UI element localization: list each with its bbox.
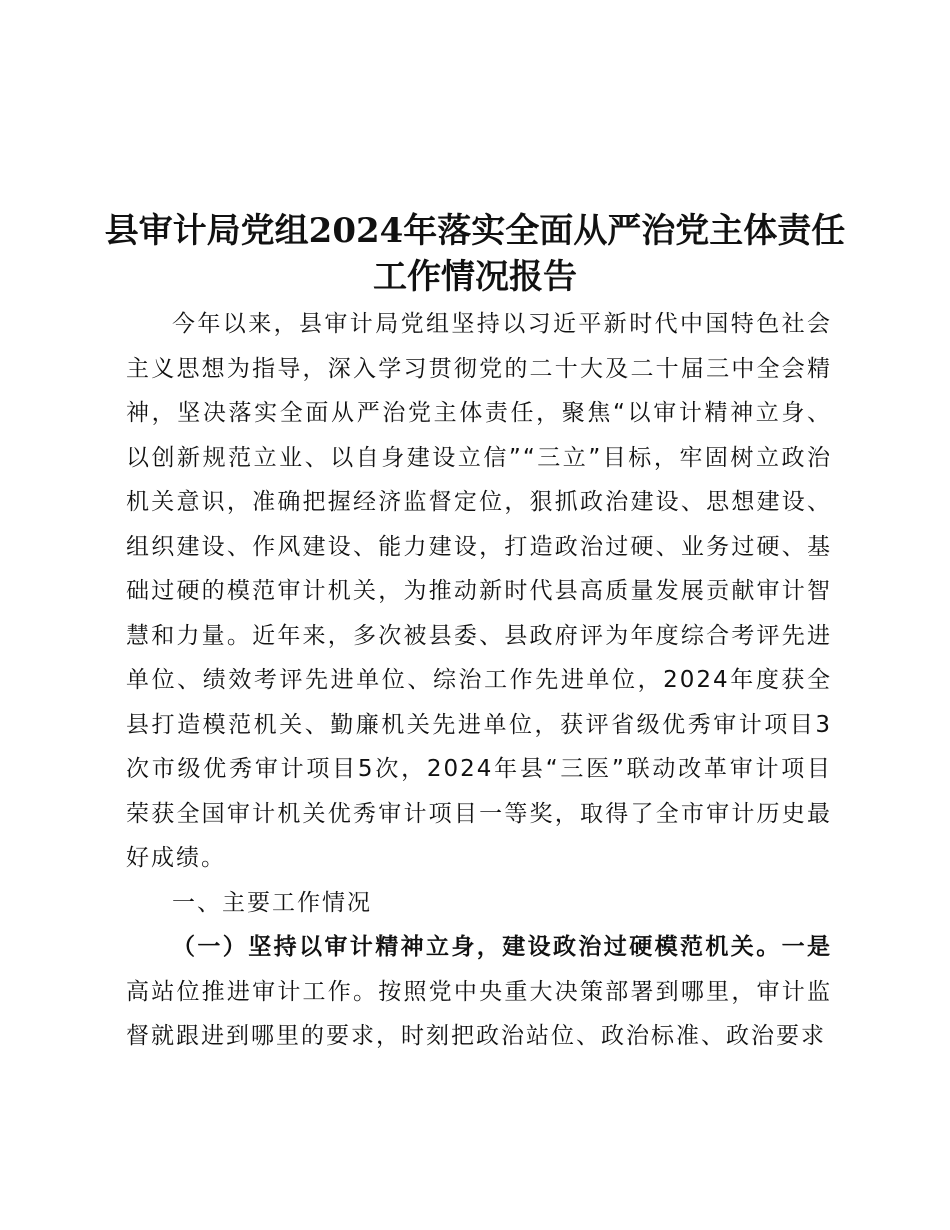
intro-paragraph: 今年以来，县审计局党组坚持以习近平新时代中国特色社会主义思想为指导，深入学习贯彻党的二十大及二十届三中全会精神，坚决落实全面从严治党主体责任，聚焦“以审计精神立身、以创新规范立业、以自身建设立信”“三立”目标，牢固树立政治机关意识，准确把握经济监督定位，狠抓政治建设、思想建设、组织建设、作风建设、能力建设，打造政治过硬、业务过硬、基础过硬的模范审计机关，为推动新时代县高质量发展贡献审计智慧和力量。近年来，多次被县委、县政府评为年度综合考评先进单位、绩效考评先进单位、综治工作先进单位，2024年度获全县打造模范机关、勤廉机关先进单位，获评省级优秀审计项目3次市级优秀审计项目5次，2024年县“三医”联动改革审计项目荣获全国审计机关优秀审计项目一等奖，取得了全市审计历史最好成绩。 <box>126 311 832 871</box>
subsection-lead: （一）坚持以审计精神立身，建设政治过硬模范机关。一是 <box>172 933 832 960</box>
section-heading-main-work: 一、主要工作情况 <box>172 889 372 916</box>
document-body <box>126 302 832 1059</box>
subsection-text: 高站位推进审计工作。按照党中央重大决策部署到哪里，审计监督就跟进到哪里的要求，时刻把政治站位、政治标准、政治要求 <box>126 978 832 1049</box>
subsection-paragraph <box>126 925 832 1059</box>
document-title: 县审计局党组2024年落实全面从严治党主体责任工作情况报告 <box>104 211 846 297</box>
